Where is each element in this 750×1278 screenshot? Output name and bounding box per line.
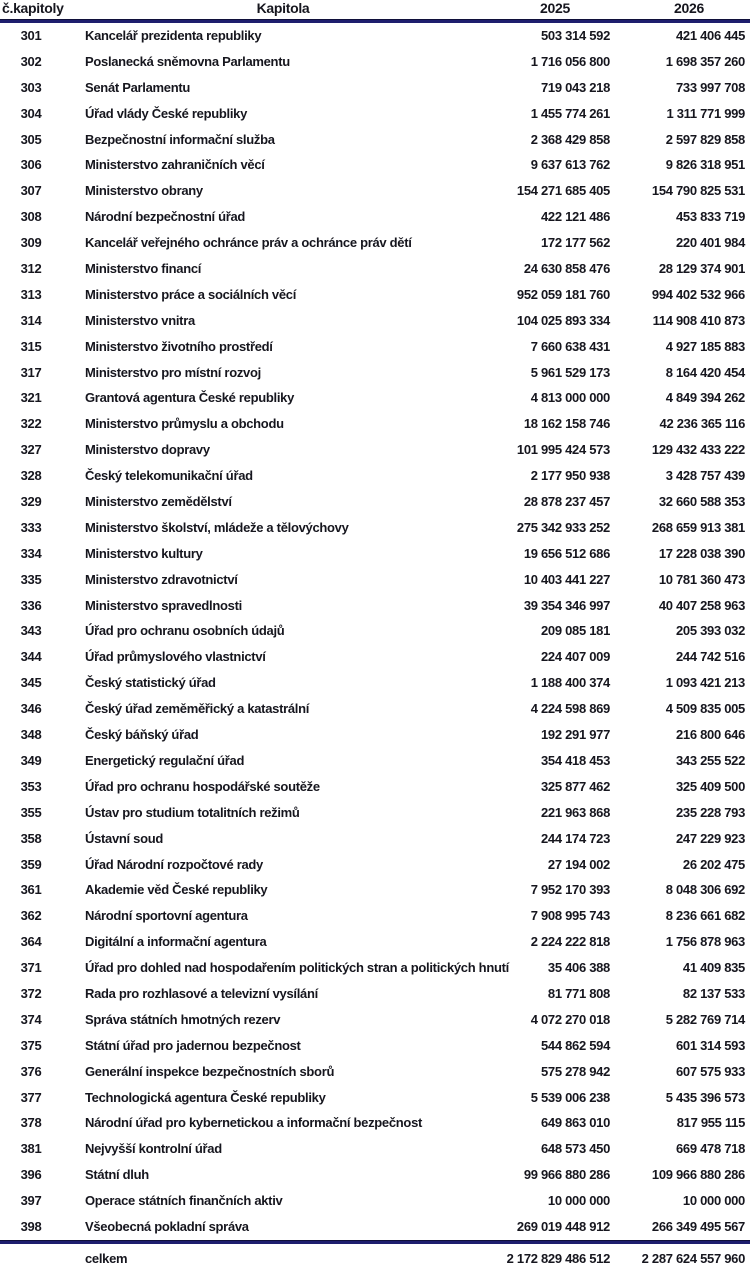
- table-row: [0, 670, 750, 696]
- table-row: [0, 178, 750, 204]
- value-2025-cell: 221 963 868: [541, 804, 610, 820]
- total-value-2026: 2 287 624 557 960: [641, 1250, 745, 1266]
- chapter-number-cell: 315: [20, 338, 42, 354]
- value-2025-cell: 5 539 006 238: [530, 1089, 610, 1105]
- chapter-name-cell: Senát Parlamentu: [85, 79, 191, 95]
- chapter-number-cell: 358: [20, 830, 42, 846]
- table-row: [0, 644, 750, 670]
- chapter-number-cell: 346: [20, 701, 42, 717]
- value-2026-cell: 817 955 115: [676, 1115, 745, 1131]
- value-2026-cell: 4 849 394 262: [665, 390, 745, 406]
- value-2025-cell: 5 961 529 173: [530, 364, 610, 380]
- table-row: [0, 1007, 750, 1033]
- table-row: [0, 618, 750, 644]
- value-2025-cell: 101 995 424 573: [516, 442, 610, 458]
- chapter-number-cell: 317: [20, 364, 42, 380]
- chapter-name-cell: Energetický regulační úřad: [85, 752, 245, 768]
- header-chapter-number: č.kapitoly: [2, 0, 64, 16]
- value-2026-cell: 244 742 516: [676, 649, 745, 665]
- value-2026-cell: 247 229 923: [676, 830, 745, 846]
- chapter-name-cell: Technologická agentura České republiky: [85, 1089, 326, 1105]
- chapter-number-cell: 345: [20, 675, 42, 691]
- chapter-number-cell: 348: [20, 727, 42, 743]
- chapter-number-cell: 333: [20, 519, 42, 535]
- value-2025-cell: 544 862 594: [541, 1037, 610, 1053]
- value-2025-cell: 9 637 613 762: [530, 157, 610, 173]
- value-2025-cell: 7 908 995 743: [530, 908, 610, 924]
- chapter-number-cell: 371: [20, 960, 42, 976]
- value-2026-cell: 216 800 646: [676, 727, 745, 743]
- header-chapter-name: Kapitola: [256, 0, 310, 16]
- value-2025-cell: 7 660 638 431: [530, 338, 610, 354]
- chapter-number-cell: 372: [20, 985, 42, 1001]
- chapter-number-cell: 397: [20, 1193, 42, 1209]
- chapter-number-cell: 375: [20, 1037, 42, 1053]
- chapter-name-cell: Úřad vlády České republiky: [85, 105, 248, 121]
- chapter-name-cell: Ministerstvo zahraničních věcí: [85, 157, 265, 173]
- value-2025-cell: 952 059 181 760: [516, 286, 610, 302]
- chapter-name-cell: Ministerstvo dopravy: [85, 442, 210, 458]
- chapter-name-cell: Český statistický úřad: [85, 675, 216, 691]
- table-row: [0, 1059, 750, 1085]
- value-2025-cell: 27 194 002: [547, 856, 610, 872]
- value-2026-cell: 421 406 445: [676, 28, 745, 43]
- table-row: [0, 101, 750, 127]
- chapter-number-cell: 398: [20, 1218, 42, 1234]
- table-row: [0, 489, 750, 515]
- table-row: [0, 334, 750, 360]
- value-2026-cell: 205 393 032: [676, 623, 745, 639]
- value-2026-cell: 8 048 306 692: [665, 882, 745, 898]
- chapter-name-cell: Úřad pro ochranu osobních údajů: [85, 623, 285, 639]
- chapter-name-cell: Operace státních finančních aktiv: [85, 1193, 283, 1209]
- value-2025-cell: 28 878 237 457: [523, 494, 610, 510]
- chapter-number-cell: 344: [20, 649, 42, 665]
- value-2025-cell: 10 000 000: [547, 1193, 610, 1209]
- chapter-number-cell: 329: [20, 494, 42, 510]
- table-row: [0, 877, 750, 903]
- chapter-name-cell: Ministerstvo financí: [85, 261, 202, 277]
- chapter-name-cell: Ministerstvo vnitra: [85, 312, 195, 328]
- table-row: [0, 696, 750, 722]
- value-2026-cell: 607 575 933: [676, 1063, 745, 1079]
- value-2025-cell: 4 224 598 869: [530, 701, 610, 717]
- value-2026-cell: 343 255 522: [676, 752, 745, 768]
- value-2026-cell: 8 236 661 682: [665, 908, 745, 924]
- chapter-name-cell: Ministerstvo školství, mládeže a tělovýchovy: [85, 519, 349, 535]
- value-2025-cell: 269 019 448 912: [516, 1218, 610, 1234]
- value-2026-cell: 154 790 825 531: [651, 183, 745, 199]
- chapter-name-cell: Ministerstvo zemědělství: [85, 494, 232, 510]
- chapter-number-cell: 328: [20, 468, 42, 484]
- table-body: [0, 23, 750, 1240]
- table-row: [0, 748, 750, 774]
- chapter-number-cell: 362: [20, 908, 42, 924]
- chapter-name-cell: Ministerstvo pro místní rozvoj: [85, 364, 261, 380]
- chapter-name-cell: Ministerstvo práce a sociálních věcí: [85, 286, 297, 302]
- value-2026-cell: 32 660 588 353: [658, 494, 745, 510]
- table-row: [0, 75, 750, 101]
- value-2026-cell: 5 282 769 714: [665, 1011, 745, 1027]
- chapter-name-cell: Nejvyšší kontrolní úřad: [85, 1141, 222, 1157]
- chapter-name-cell: Ministerstvo kultury: [85, 545, 203, 561]
- value-2025-cell: 4 813 000 000: [530, 390, 610, 406]
- value-2026-cell: 601 314 593: [676, 1037, 745, 1053]
- total-value-2025: 2 172 829 486 512: [506, 1250, 610, 1266]
- value-2025-cell: 575 278 942: [541, 1063, 610, 1079]
- value-2025-cell: 503 314 592: [541, 28, 610, 43]
- chapter-number-cell: 381: [20, 1141, 42, 1157]
- value-2026-cell: 1 311 771 999: [666, 105, 745, 121]
- value-2026-cell: 10 781 360 473: [658, 571, 745, 587]
- chapter-number-cell: 305: [20, 131, 42, 147]
- table-row: [0, 463, 750, 489]
- table-row: [0, 903, 750, 929]
- chapter-number-cell: 302: [20, 53, 42, 69]
- total-label: celkem: [85, 1250, 128, 1266]
- value-2025-cell: 19 656 512 686: [523, 545, 610, 561]
- header-year-2025: 2025: [540, 0, 570, 16]
- table-row: [0, 541, 750, 567]
- table-row: [0, 152, 750, 178]
- chapter-name-cell: Český báňský úřad: [85, 727, 199, 743]
- chapter-number-cell: 304: [20, 105, 42, 121]
- chapter-number-cell: 322: [20, 416, 42, 432]
- value-2025-cell: 172 177 562: [541, 235, 610, 251]
- value-2026-cell: 268 659 913 381: [651, 519, 745, 535]
- chapter-number-cell: 307: [20, 183, 42, 199]
- value-2025-cell: 99 966 880 286: [523, 1167, 610, 1183]
- chapter-name-cell: Ministerstvo spravedlnosti: [85, 597, 242, 613]
- value-2025-cell: 275 342 933 252: [516, 519, 610, 535]
- table-row: [0, 929, 750, 955]
- chapter-name-cell: Generální inspekce bezpečnostních sborů: [85, 1063, 335, 1079]
- chapter-number-cell: 335: [20, 571, 42, 587]
- value-2025-cell: 2 177 950 938: [530, 468, 610, 484]
- value-2025-cell: 10 403 441 227: [523, 571, 610, 587]
- chapter-name-cell: Akademie věd České republiky: [85, 882, 268, 898]
- table-row: [0, 230, 750, 256]
- table-row: [0, 127, 750, 153]
- table-row: [0, 256, 750, 282]
- chapter-name-cell: Kancelář prezidenta republiky: [85, 28, 262, 43]
- chapter-name-cell: Digitální a informační agentura: [85, 934, 267, 950]
- value-2026-cell: 82 137 533: [682, 985, 745, 1001]
- value-2026-cell: 669 478 718: [676, 1141, 745, 1157]
- table-row: [0, 204, 750, 230]
- chapter-name-cell: Státní úřad pro jadernou bezpečnost: [85, 1037, 301, 1053]
- table-row: [0, 49, 750, 75]
- value-2025-cell: 649 863 010: [541, 1115, 610, 1131]
- table-row: [0, 593, 750, 619]
- chapter-name-cell: Grantová agentura České republiky: [85, 390, 295, 406]
- table-row: [0, 1162, 750, 1188]
- value-2026-cell: 2 597 829 858: [665, 131, 745, 147]
- value-2025-cell: 719 043 218: [541, 79, 610, 95]
- chapter-name-cell: Ministerstvo průmyslu a obchodu: [85, 416, 284, 432]
- chapter-name-cell: Poslanecká sněmovna Parlamentu: [85, 53, 290, 69]
- header-year-2026: 2026: [674, 0, 704, 16]
- value-2026-cell: 17 228 038 390: [658, 545, 745, 561]
- value-2025-cell: 244 174 723: [541, 830, 610, 846]
- table-header-row: [0, 0, 750, 19]
- value-2026-cell: 1 698 357 260: [665, 53, 745, 69]
- table-row: [0, 800, 750, 826]
- chapter-name-cell: Národní úřad pro kybernetickou a informační bezpečnost: [85, 1115, 423, 1131]
- value-2025-cell: 422 121 486: [541, 209, 610, 225]
- value-2026-cell: 42 236 365 116: [659, 416, 745, 432]
- value-2026-cell: 9 826 318 951: [665, 157, 745, 173]
- chapter-number-cell: 377: [20, 1089, 42, 1105]
- value-2025-cell: 4 072 270 018: [530, 1011, 610, 1027]
- chapter-number-cell: 376: [20, 1063, 42, 1079]
- total-row: [0, 1244, 750, 1272]
- value-2026-cell: 5 435 396 573: [665, 1089, 745, 1105]
- value-2026-cell: 266 349 495 567: [651, 1218, 745, 1234]
- table-row: [0, 722, 750, 748]
- table-row: [0, 1110, 750, 1136]
- value-2025-cell: 192 291 977: [541, 727, 610, 743]
- chapter-name-cell: Úřad Národní rozpočtové rady: [85, 856, 263, 872]
- value-2026-cell: 26 202 475: [682, 856, 745, 872]
- chapter-number-cell: 301: [20, 28, 42, 43]
- value-2026-cell: 1 093 421 213: [665, 675, 745, 691]
- table-row: [0, 308, 750, 334]
- chapter-number-cell: 321: [20, 390, 42, 406]
- chapter-number-cell: 334: [20, 545, 42, 561]
- chapter-name-cell: Úřad pro dohled nad hospodařením politických stran a politických hnutí: [85, 960, 509, 976]
- table-row: [0, 515, 750, 541]
- value-2026-cell: 1 756 878 963: [665, 934, 745, 950]
- chapter-number-cell: 313: [20, 286, 42, 302]
- value-2025-cell: 104 025 893 334: [516, 312, 610, 328]
- value-2026-cell: 325 409 500: [676, 778, 745, 794]
- chapter-number-cell: 378: [20, 1115, 42, 1131]
- chapter-name-cell: Český telekomunikační úřad: [85, 468, 253, 484]
- value-2025-cell: 1 716 056 800: [530, 53, 610, 69]
- value-2025-cell: 35 406 388: [547, 960, 610, 976]
- chapter-number-cell: 308: [20, 209, 42, 225]
- value-2026-cell: 40 407 258 963: [658, 597, 745, 613]
- value-2025-cell: 325 877 462: [541, 778, 610, 794]
- value-2025-cell: 2 368 429 858: [530, 131, 610, 147]
- chapter-number-cell: 309: [20, 235, 42, 251]
- chapter-number-cell: 306: [20, 157, 42, 173]
- value-2025-cell: 1 188 400 374: [530, 675, 610, 691]
- chapter-name-cell: Národní sportovní agentura: [85, 908, 248, 924]
- table-row: [0, 955, 750, 981]
- value-2025-cell: 24 630 858 476: [523, 261, 610, 277]
- value-2025-cell: 39 354 346 997: [523, 597, 610, 613]
- chapter-name-cell: Státní dluh: [85, 1167, 149, 1183]
- chapter-number-cell: 327: [20, 442, 42, 458]
- chapter-name-cell: Kancelář veřejného ochránce práv a ochránce práv dětí: [85, 235, 412, 251]
- value-2026-cell: 28 129 374 901: [658, 261, 745, 277]
- chapter-number-cell: 359: [20, 856, 42, 872]
- chapter-number-cell: 353: [20, 778, 42, 794]
- value-2026-cell: 4 927 185 883: [665, 338, 745, 354]
- chapter-number-cell: 336: [20, 597, 42, 613]
- table-row: [0, 1033, 750, 1059]
- table-row: [0, 1085, 750, 1111]
- chapter-name-cell: Národní bezpečnostní úřad: [85, 209, 246, 225]
- table-row: [0, 282, 750, 308]
- table-row: [0, 1136, 750, 1162]
- chapter-number-cell: 364: [20, 934, 42, 950]
- chapter-name-cell: Všeobecná pokladní správa: [85, 1218, 249, 1234]
- value-2026-cell: 733 997 708: [676, 79, 745, 95]
- total-empty-cell: [0, 1244, 62, 1274]
- value-2026-cell: 994 402 532 966: [651, 286, 745, 302]
- value-2025-cell: 81 771 808: [547, 985, 610, 1001]
- chapter-name-cell: Bezpečnostní informační služba: [85, 131, 275, 147]
- value-2026-cell: 129 432 433 222: [651, 442, 745, 458]
- chapter-number-cell: 374: [20, 1011, 42, 1027]
- value-2026-cell: 3 428 757 439: [665, 468, 745, 484]
- value-2025-cell: 154 271 685 405: [516, 183, 610, 199]
- value-2025-cell: 209 085 181: [541, 623, 610, 639]
- value-2026-cell: 109 966 880 286: [651, 1167, 745, 1183]
- chapter-number-cell: 303: [20, 79, 42, 95]
- table-row: [0, 1188, 750, 1214]
- value-2025-cell: 7 952 170 393: [530, 882, 610, 898]
- table-row: [0, 1214, 750, 1240]
- table-row: [0, 826, 750, 852]
- value-2026-cell: 8 164 420 454: [665, 364, 745, 380]
- table-row: [0, 567, 750, 593]
- table-row: [0, 774, 750, 800]
- value-2026-cell: 235 228 793: [676, 804, 745, 820]
- value-2026-cell: 4 509 835 005: [665, 701, 745, 717]
- table-row: [0, 411, 750, 437]
- table-row: [0, 360, 750, 386]
- table-row: [0, 385, 750, 411]
- value-2026-cell: 10 000 000: [682, 1193, 745, 1209]
- value-2025-cell: 18 162 158 746: [523, 416, 610, 432]
- chapter-name-cell: Správa státních hmotných rezerv: [85, 1011, 281, 1027]
- chapter-number-cell: 396: [20, 1167, 42, 1183]
- chapter-number-cell: 361: [20, 882, 42, 898]
- chapter-number-cell: 314: [20, 312, 42, 328]
- chapter-name-cell: Rada pro rozhlasové a televizní vysílání: [85, 985, 318, 1001]
- table-row: [0, 437, 750, 463]
- table-row: [0, 23, 750, 49]
- chapter-name-cell: Ministerstvo zdravotnictví: [85, 571, 238, 587]
- value-2025-cell: 354 418 453: [541, 752, 610, 768]
- chapter-number-cell: 343: [20, 623, 42, 639]
- chapter-name-cell: Ústav pro studium totalitních režimů: [85, 804, 300, 820]
- chapter-name-cell: Úřad pro ochranu hospodářské soutěže: [85, 778, 320, 794]
- value-2026-cell: 41 409 835: [682, 960, 745, 976]
- value-2025-cell: 224 407 009: [541, 649, 610, 665]
- chapter-number-cell: 355: [20, 804, 42, 820]
- value-2025-cell: 2 224 222 818: [530, 934, 610, 950]
- chapter-name-cell: Ministerstvo obrany: [85, 183, 203, 199]
- chapter-number-cell: 312: [20, 261, 42, 277]
- chapter-name-cell: Ministerstvo životního prostředí: [85, 338, 273, 354]
- chapter-name-cell: Český úřad zeměměřický a katastrální: [85, 701, 310, 717]
- value-2025-cell: 648 573 450: [541, 1141, 610, 1157]
- chapter-name-cell: Úřad průmyslového vlastnictví: [85, 649, 266, 665]
- value-2026-cell: 220 401 984: [676, 235, 745, 251]
- value-2025-cell: 1 455 774 261: [530, 105, 610, 121]
- table-row: [0, 981, 750, 1007]
- chapter-number-cell: 349: [20, 752, 42, 768]
- chapter-name-cell: Ústavní soud: [85, 830, 164, 846]
- table-row: [0, 852, 750, 878]
- value-2026-cell: 114 908 410 873: [652, 312, 745, 328]
- value-2026-cell: 453 833 719: [676, 209, 745, 225]
